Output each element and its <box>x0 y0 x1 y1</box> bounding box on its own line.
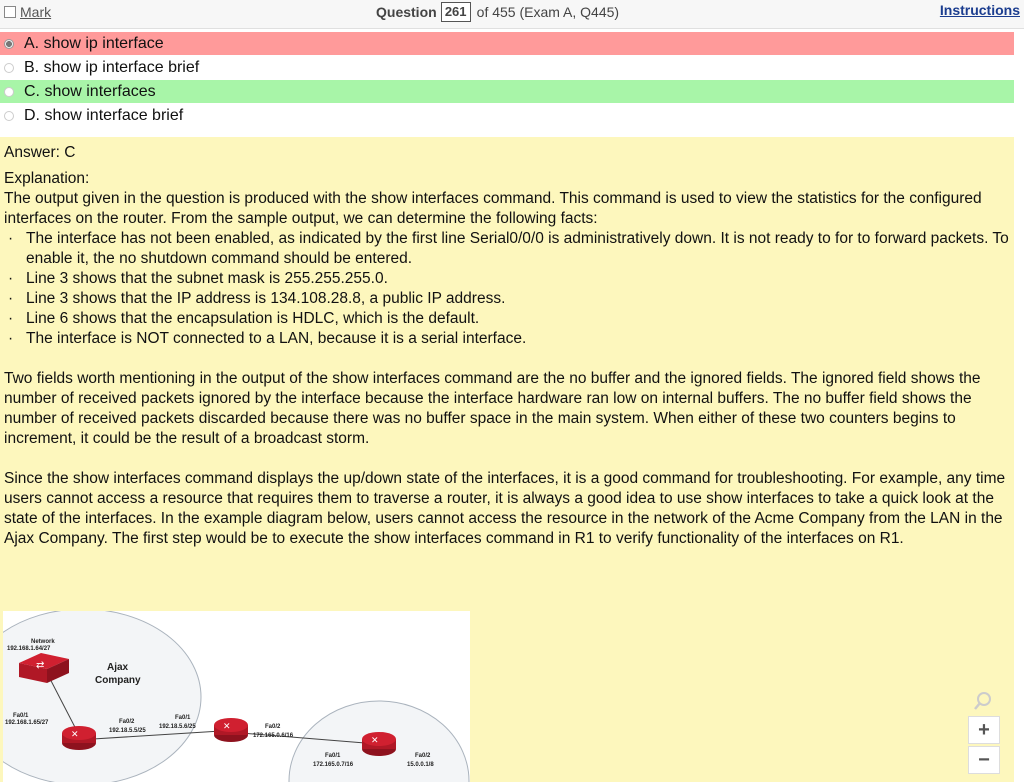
svg-text:✕: ✕ <box>223 722 231 732</box>
r1-fa02-address: 192.18.5.5/25 <box>109 728 146 734</box>
question-number-input[interactable]: 261 <box>441 2 471 22</box>
radio-icon[interactable] <box>4 111 14 121</box>
question-indicator <box>376 2 619 22</box>
bullet-item: · Line 3 shows that the IP address is 134.108.28.8, a public IP address. <box>4 289 1010 309</box>
zoom-search-icon[interactable] <box>968 686 998 716</box>
zoom-out-button[interactable]: − <box>968 746 1000 774</box>
network-label: Network <box>31 639 55 645</box>
r2-fa01-address: 192.18.5.6/25 <box>159 724 196 730</box>
bullet-text: The interface has not been enabled, as indicated by the first line Serial0/0/0 is administratively down. It is not ready to for to forward packets. To enable it, the no shutdown command should be entered. <box>26 230 1009 267</box>
bullet-text: Line 3 shows that the IP address is 134.108.28.8, a public IP address. <box>26 290 506 307</box>
mark-checkbox[interactable] <box>4 4 51 20</box>
r2-fa02-address: 172.165.0.6/16 <box>253 733 294 739</box>
bullet-text: The interface is NOT connected to a LAN, because it is a serial interface. <box>26 330 527 347</box>
r2-fa01-label: Fa0/1 <box>175 715 191 721</box>
checkbox-icon[interactable] <box>4 6 16 18</box>
option-c[interactable] <box>0 80 1014 103</box>
bullet-item: · Line 6 shows that the encapsulation is HDLC, which is the default. <box>4 309 1010 329</box>
explanation-paragraph-3: Since the show interfaces command displays the up/down state of the interfaces, it is a good command for troubleshooting. For example, any time users cannot access a resource that requires them to traverse a router, it is always a good idea to use show interfaces to take a quick look at the state of the interfaces. In the example diagram below, users cannot access the resource in the network of the Acme Company from the LAN in the Ajax Company. The first step would be to execute the show interfaces command in R1 to verify functionality of the interfaces on R1. <box>4 470 1006 547</box>
answer-line: Answer: C <box>4 144 76 161</box>
bullet-item: · The interface has not been enabled, as indicated by the first line Serial0/0/0 is administratively down. It is not ready to for to forward packets. To enable it, the no shutdown command should be entered. <box>8 230 1009 267</box>
r2-fa02-label: Fa0/2 <box>265 724 281 730</box>
explanation-heading: Explanation: <box>4 170 90 187</box>
zoom-controls <box>968 686 1000 776</box>
radio-icon[interactable] <box>4 87 14 97</box>
ajax-network-circle <box>3 611 201 782</box>
zoom-in-button[interactable]: + <box>968 716 1000 744</box>
option-label: C. show interfaces <box>24 82 156 100</box>
svg-text:⇄: ⇄ <box>36 660 45 671</box>
question-total: of 455 (Exam A, Q445) <box>476 4 620 20</box>
company-name-line1: Ajax <box>107 662 129 673</box>
router-icon <box>362 732 396 756</box>
network-diagram <box>3 611 470 782</box>
radio-icon[interactable] <box>4 63 14 73</box>
company-name-line2: Company <box>95 675 141 686</box>
r3-fa02-address: 15.0.0.1/8 <box>407 762 434 768</box>
answer-options <box>0 32 1014 128</box>
mark-label[interactable]: Mark <box>20 4 52 20</box>
top-bar <box>0 0 1024 29</box>
bullet-item: · Line 3 shows that the subnet mask is 255.255.255.0. <box>4 269 1010 289</box>
svg-text:✕: ✕ <box>371 736 379 746</box>
router-icon <box>214 718 248 742</box>
option-label: A. show ip interface <box>24 34 164 52</box>
option-label: B. show ip interface brief <box>24 58 200 76</box>
r3-fa02-label: Fa0/2 <box>415 753 431 759</box>
explanation-paragraph-2: Two fields worth mentioning in the output of the show interfaces command are the no buffer and the ignored fields. The ignored field shows the number of received packets ignored by the interface because the interface hardware ran low on internal buffers. The no buffer field shows the number of received packets discarded because there was no buffer space in the main system. When either of these two counters begins to increment, it could be the result of a broadcast storm. <box>4 370 981 447</box>
router-icon <box>62 726 96 750</box>
r1-fa01-label: Fa0/1 <box>13 713 29 719</box>
question-label: Question <box>376 4 437 20</box>
r3-fa01-address: 172.165.0.7/16 <box>313 762 354 768</box>
bullet-item: · The interface is NOT connected to a LAN, because it is a serial interface. <box>4 329 1010 349</box>
instructions-link[interactable]: Instructions <box>939 2 1020 18</box>
explanation-panel <box>0 137 1014 782</box>
explanation-intro: The output given in the question is produced with the show interfaces command. This command is used to view the statistics for the configured interfaces on the router. From the sample output, we can determine the following facts: <box>4 190 982 227</box>
svg-text:✕: ✕ <box>71 730 79 740</box>
r1-fa02-label: Fa0/2 <box>119 719 135 725</box>
bullet-text: Line 6 shows that the encapsulation is HDLC, which is the default. <box>26 310 480 327</box>
network-diagram-svg <box>3 611 470 782</box>
radio-icon[interactable] <box>4 39 14 49</box>
bullet-text: Line 3 shows that the subnet mask is 255.255.255.0. <box>26 270 388 287</box>
network-address: 192.168.1.64/27 <box>7 646 51 652</box>
r3-fa01-label: Fa0/1 <box>325 753 341 759</box>
r1-fa01-address: 192.168.1.65/27 <box>5 720 49 726</box>
option-label: D. show interface brief <box>24 106 184 124</box>
option-a[interactable] <box>0 32 1014 55</box>
option-b[interactable] <box>0 56 1014 79</box>
option-d[interactable] <box>0 104 1014 127</box>
